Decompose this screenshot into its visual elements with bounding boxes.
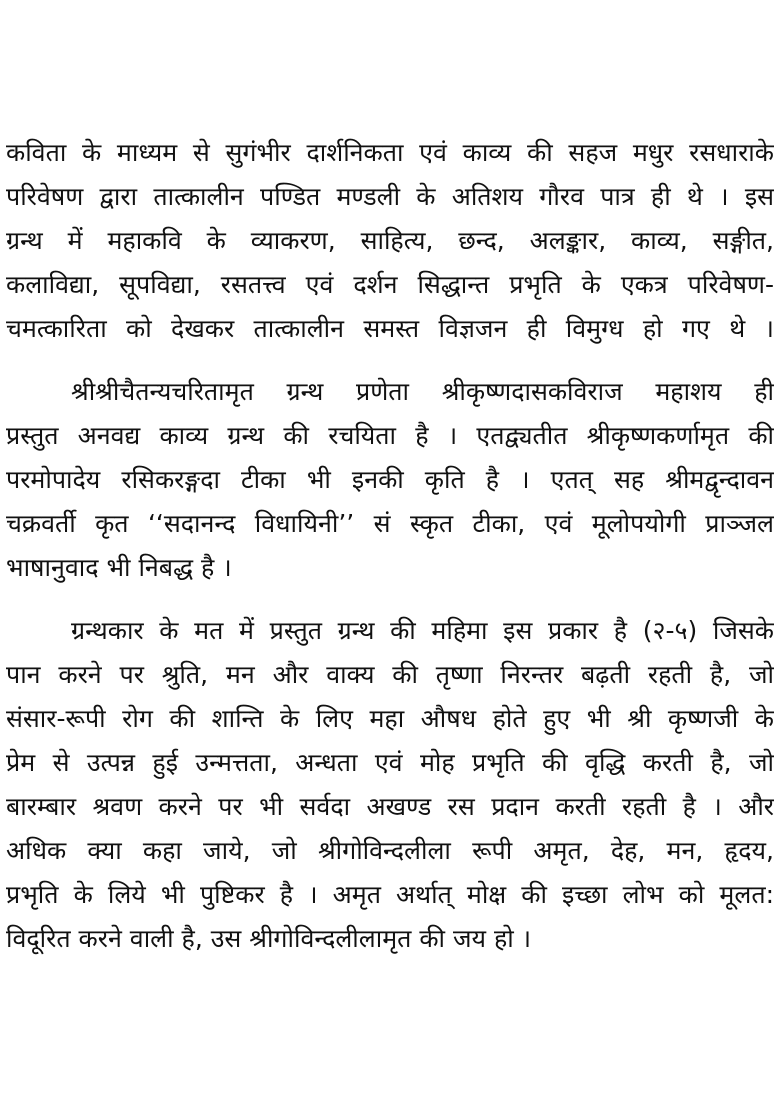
text-line: विदूरित करने वाली है, उस श्रीगोविन्दलीलामृत की जय हो । bbox=[6, 924, 532, 953]
text-line: चमत्कारिता को देखकर तात्कालीन समस्त विज्ञजन ही विमुग्ध हो गए थे । bbox=[6, 314, 774, 343]
paragraph-2 bbox=[6, 370, 774, 590]
text-line: कलाविद्या, सूपविद्या, रसतत्त्व एवं दर्शन सिद्धान्त प्रभृति के एकत्र परिवेषण- bbox=[6, 270, 774, 299]
text-line: ग्रन्थ में महाकवि के व्याकरण, साहित्य, छन्द, अलङ्कार, काव्य, सङ्गीत, bbox=[6, 226, 774, 255]
text-line: प्रभृति के लिये भी पुष्टिकर है । अमृत अर्थात् मोक्ष की इच्छा लोभ को मूलत: bbox=[6, 880, 774, 909]
text-line: संसार-रूपी रोग की शान्ति के लिए महा औषध होते हुए भी श्री कृष्णजी के bbox=[6, 704, 774, 733]
text-line: पान करने पर श्रुति, मन और वाक्य की तृष्णा निरन्तर बढ़ती रहती है, जो bbox=[6, 660, 774, 689]
text-line: अधिक क्या कहा जाये, जो श्रीगोविन्दलीला रूपी अमृत, देह, मन, हृदय, bbox=[6, 836, 774, 865]
text-line: श्रीश्रीचैतन्यचरितामृत ग्रन्थ प्रणेता श्रीकृष्णदासकविराज महाशय ही bbox=[71, 377, 774, 406]
text-line: बारम्बार श्रवण करने पर भी सर्वदा अखण्ड रस प्रदान करती रहती है । और bbox=[6, 792, 774, 821]
text-line: ग्रन्थकार के मत में प्रस्तुत ग्रन्थ की महिमा इस प्रकार है (२-५) जिसके bbox=[71, 616, 774, 645]
text-line: प्रेम से उत्पन्न हुई उन्मत्तता, अन्धता एवं मोह प्रभृति की वृद्धि करती है, जो bbox=[6, 748, 774, 777]
text-line: परिवेषण द्वारा तात्कालीन पण्डित मण्डली के अतिशय गौरव पात्र ही थे । इस bbox=[6, 182, 774, 211]
text-line: परमोपादेय रसिकरङ्गदा टीका भी इनकी कृति है । एतत् सह श्रीमद्वृन्दावन bbox=[6, 465, 774, 494]
text-line: भाषानुवाद भी निबद्ध है । bbox=[6, 553, 232, 582]
text-line: कविता के माध्यम से सुगंभीर दार्शनिकता एवं काव्य की सहज मधुर रसधाराके bbox=[6, 138, 774, 167]
paragraph-1 bbox=[6, 131, 774, 351]
text-line: प्रस्तुत अनवद्य काव्य ग्रन्थ की रचयिता है । एतद्व्यतीत श्रीकृष्णकर्णामृत की bbox=[6, 421, 774, 450]
text-line: चक्रवर्ती कृत ‘‘सदानन्द विधायिनी’’ सं स्कृत टीका, एवं मूलोपयोगी प्राञ्जल bbox=[6, 509, 774, 538]
paragraph-3 bbox=[6, 609, 774, 961]
document-page bbox=[6, 131, 774, 980]
